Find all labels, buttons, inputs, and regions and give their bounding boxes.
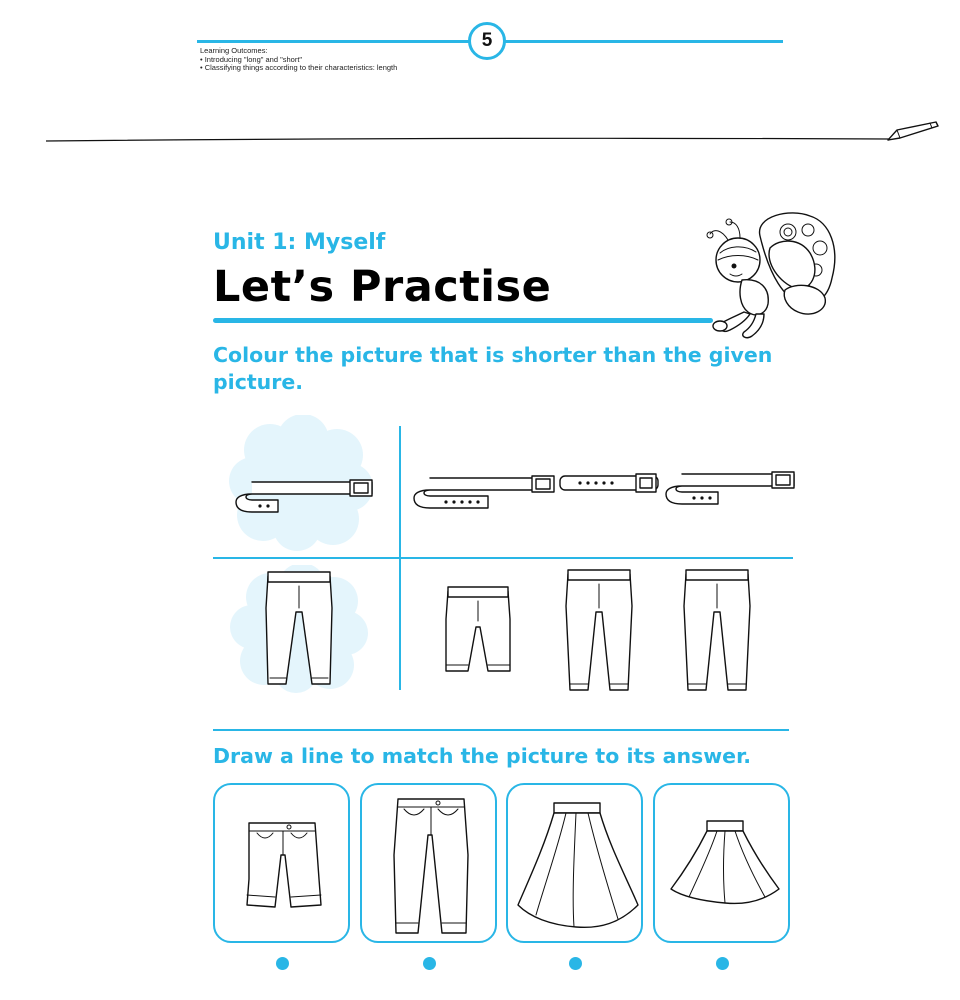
belt-icon: [230, 476, 380, 516]
belt-icon: [558, 472, 660, 494]
match-dot[interactable]: [716, 957, 729, 970]
match-dot[interactable]: [423, 957, 436, 970]
belt-icon: [410, 472, 560, 512]
shorts-icon: [243, 819, 323, 911]
answer-card: [653, 783, 790, 943]
grid-horizontal-divider: [213, 557, 793, 559]
title-underline: [213, 318, 713, 323]
butterfly-mascot-icon: [700, 208, 845, 343]
leggings-icon: [262, 568, 336, 690]
answer-card: [360, 783, 497, 943]
unit-label: Unit 1: Myself: [213, 230, 386, 255]
page-number-badge: [468, 22, 506, 60]
learning-outcomes-heading: Learning Outcomes:: [200, 46, 268, 55]
page-number: 5: [481, 30, 493, 51]
pencil-line: [0, 112, 960, 152]
page-title: Let’s Practise: [213, 262, 552, 312]
leggings-icon: [562, 566, 636, 694]
answer-card: [213, 783, 350, 943]
jeans-icon: [388, 795, 474, 937]
instruction-draw-line: Draw a line to match the picture to its answer.: [213, 744, 752, 768]
learning-outcome-item: • Introducing "long" and "short": [200, 54, 303, 64]
skirt-icon: [667, 817, 781, 907]
learning-outcomes: [200, 47, 397, 73]
answer-card: [506, 783, 643, 943]
leggings-icon: [680, 566, 754, 694]
belt-icon: [660, 468, 800, 508]
match-dot[interactable]: [276, 957, 289, 970]
pencil-icon: [888, 122, 938, 140]
learning-outcome-item: • Classifying things according to their characteristics: length: [200, 63, 398, 72]
section-divider: [213, 729, 789, 731]
shorts-icon: [442, 583, 514, 677]
instruction-colour-shorter: Colour the picture that is shorter than the given picture.: [213, 343, 773, 394]
skirt-icon: [514, 797, 640, 937]
match-dot[interactable]: [569, 957, 582, 970]
